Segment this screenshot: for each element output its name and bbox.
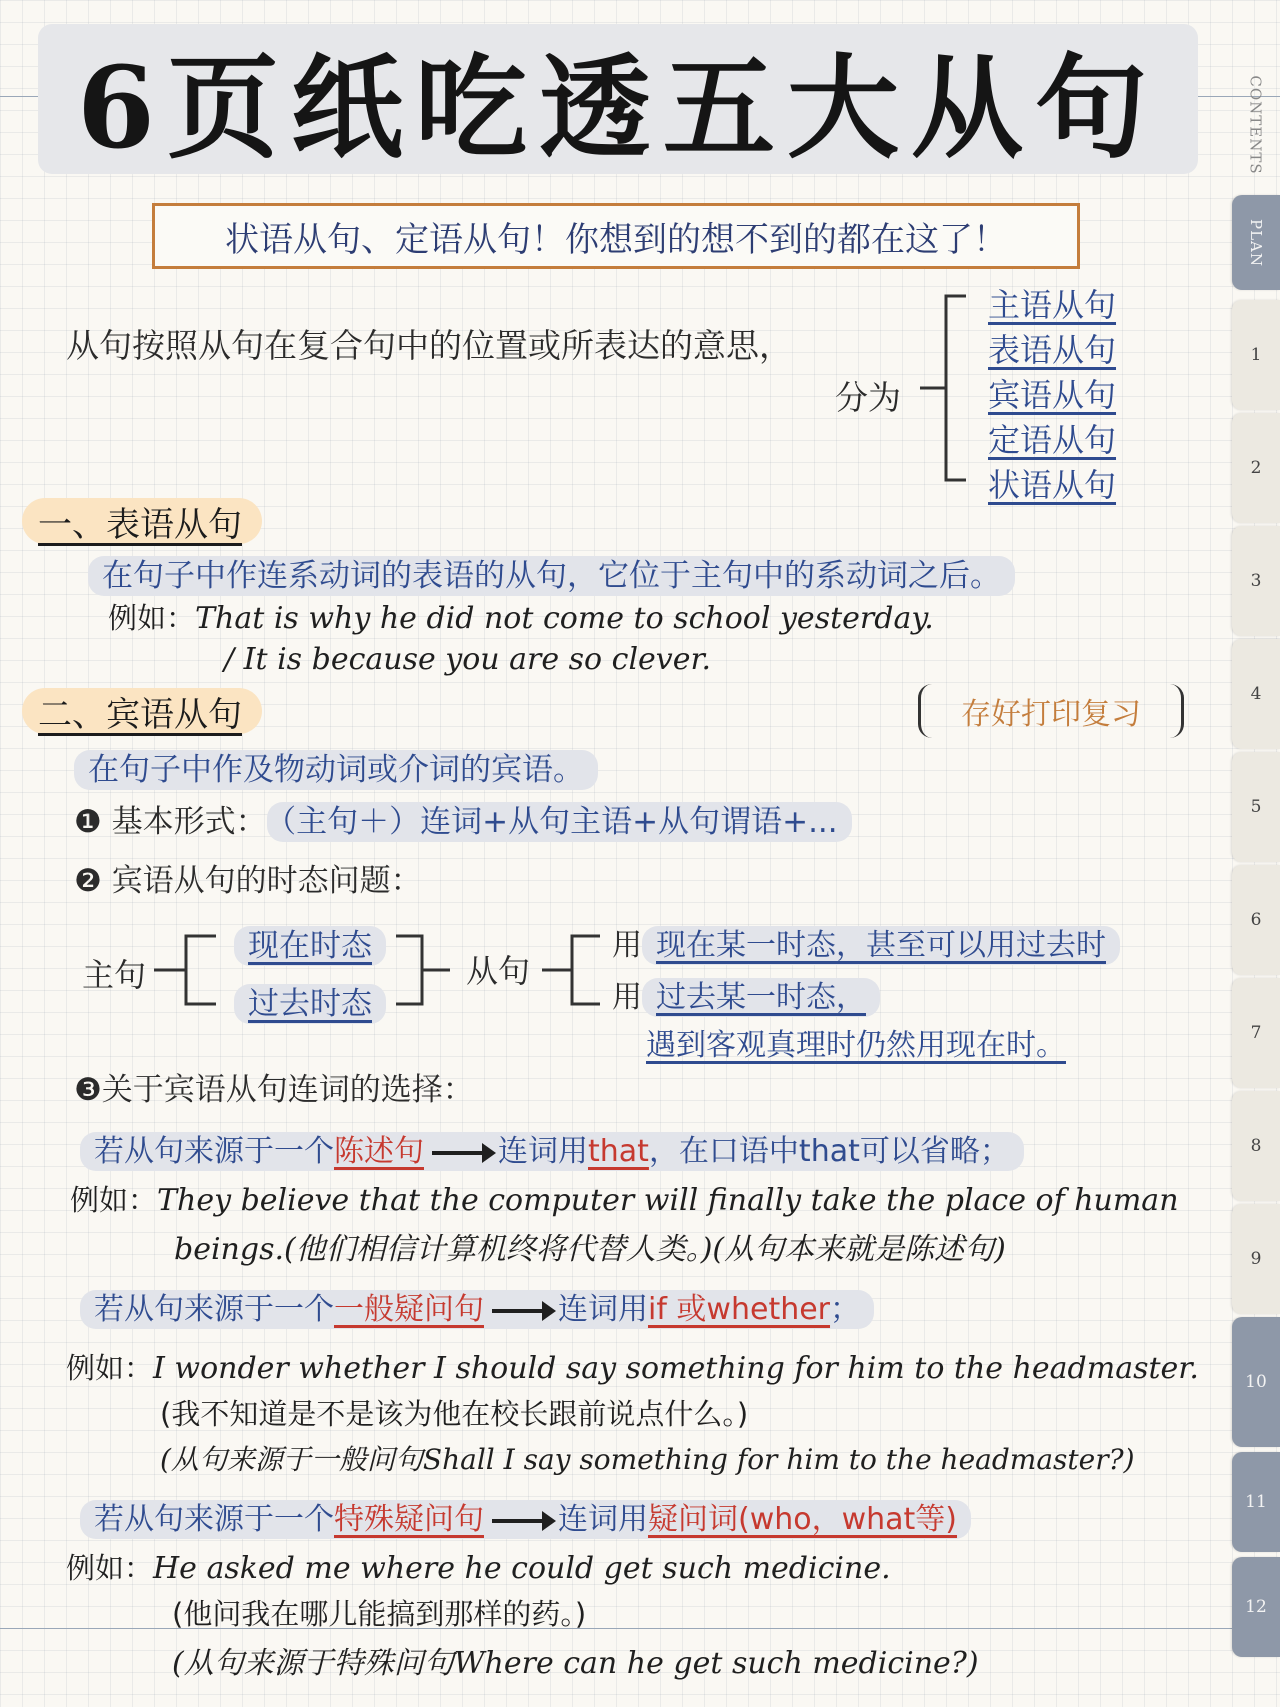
point1: ❶ 基本形式： （主句＋）连词+从句主语+从句谓语+... bbox=[74, 796, 852, 841]
rule2-example-line2: (我不知道是不是该为他在校长跟前说点什么。) bbox=[160, 1397, 749, 1431]
tense-main-bracket bbox=[150, 930, 220, 1010]
rule3-example: 例如：He asked me where he could get such medicine. bbox=[66, 1551, 891, 1586]
rule2: 若从句来源于一个一般疑问句 连词用if 或whether； bbox=[80, 1284, 874, 1328]
rule1-example-line2: beings.(他们相信计算机终将代替人类。)(从句本来就是陈述句) bbox=[174, 1232, 1006, 1267]
section2-heading: 二、宾语从句 bbox=[22, 688, 262, 734]
page-title: 6页纸吃透五大从句 bbox=[77, 42, 1159, 174]
tab-8[interactable]: 8 bbox=[1232, 1091, 1280, 1201]
tab-1[interactable]: 1 bbox=[1232, 300, 1280, 410]
arrow-icon bbox=[432, 1151, 490, 1155]
tab-plan[interactable]: PLAN bbox=[1232, 195, 1280, 290]
tense-clause-label: 从句 bbox=[466, 952, 531, 990]
point3: ❸关于宾语从句连词的选择： bbox=[74, 1072, 474, 1108]
subtitle-box: 状语从句、定语从句！你想到的想不到的都在这了！ bbox=[152, 203, 1080, 269]
tab-9[interactable]: 9 bbox=[1232, 1204, 1280, 1314]
type-subject-clause: 主语从句 bbox=[988, 286, 1117, 324]
arrow-icon bbox=[492, 1309, 550, 1313]
type-predicative-clause: 表语从句 bbox=[988, 331, 1117, 369]
type-adverbial-clause: 状语从句 bbox=[988, 466, 1117, 504]
tense-main-label: 主句 bbox=[82, 956, 147, 994]
rule2-example-line3: (从句来源于一般问句Shall I say something for him to the headmaster?) bbox=[160, 1443, 1135, 1476]
index-tabs bbox=[1232, 0, 1280, 1707]
rule3-example-line2: (他问我在哪儿能搞到那样的药。) bbox=[172, 1597, 587, 1631]
tab-7[interactable]: 7 bbox=[1232, 978, 1280, 1088]
tense-rule2: 用 过去某一时态， bbox=[612, 972, 880, 1016]
rule3-example-line3: (从句来源于特殊问句Where can he get such medicine?) bbox=[172, 1646, 979, 1681]
arrow-icon bbox=[492, 1519, 550, 1523]
print-badge: 存好打印复习 bbox=[918, 684, 1184, 738]
tab-2[interactable]: 2 bbox=[1232, 413, 1280, 523]
tab-5[interactable]: 5 bbox=[1232, 752, 1280, 862]
type-attributive-clause: 定语从句 bbox=[988, 421, 1117, 459]
tense-present: 现在时态 bbox=[234, 920, 386, 965]
tense-close-bracket bbox=[392, 930, 462, 1010]
tab-11[interactable]: 11 bbox=[1232, 1452, 1280, 1552]
tab-4[interactable]: 4 bbox=[1232, 639, 1280, 749]
section1-example: 例如：That is why he did not come to school yesterday. bbox=[108, 601, 934, 636]
type-object-clause: 宾语从句 bbox=[988, 376, 1117, 414]
tab-12[interactable]: 12 bbox=[1232, 1557, 1280, 1657]
tense-rule3: 遇到客观真理时仍然用现在时。 bbox=[646, 1028, 1066, 1063]
tab-10[interactable]: 10 bbox=[1232, 1317, 1280, 1447]
tense-rule1: 用 现在某一时态，甚至可以用过去时 bbox=[612, 920, 1120, 964]
section1-heading: 一、表语从句 bbox=[22, 498, 262, 544]
tense-past: 过去时态 bbox=[234, 978, 386, 1023]
rule3: 若从句来源于一个特殊疑问句 连词用疑问词(who，what等) bbox=[80, 1494, 971, 1538]
rule1: 若从句来源于一个陈述句 连词用that，在口语中that可以省略； bbox=[80, 1126, 1024, 1170]
intro-text: 从句按照从句在复合句中的位置或所表达的意思， bbox=[66, 326, 792, 365]
tab-contents[interactable]: CONTENTS bbox=[1247, 75, 1266, 175]
section1-example2: / It is because you are so clever. bbox=[224, 642, 712, 677]
tab-3[interactable]: 3 bbox=[1232, 526, 1280, 636]
tense-clause-bracket bbox=[538, 930, 608, 1010]
rule2-example: 例如：I wonder whether I should say something for him to the headmaster. bbox=[66, 1351, 1199, 1386]
point2: ❷ 宾语从句的时态问题： bbox=[74, 863, 422, 899]
intro-split-label: 分为 bbox=[835, 378, 901, 417]
tab-6[interactable]: 6 bbox=[1232, 865, 1280, 975]
section2-definition: 在句子中作及物动词或介词的宾语。 bbox=[74, 744, 598, 789]
section1-definition: 在句子中作连系动词的表语的从句，它位于主句中的系动词之后。 bbox=[88, 550, 1015, 595]
rule1-example: 例如：They believe that the computer will finally take the place of human bbox=[70, 1183, 1179, 1218]
types-bracket bbox=[920, 290, 970, 490]
